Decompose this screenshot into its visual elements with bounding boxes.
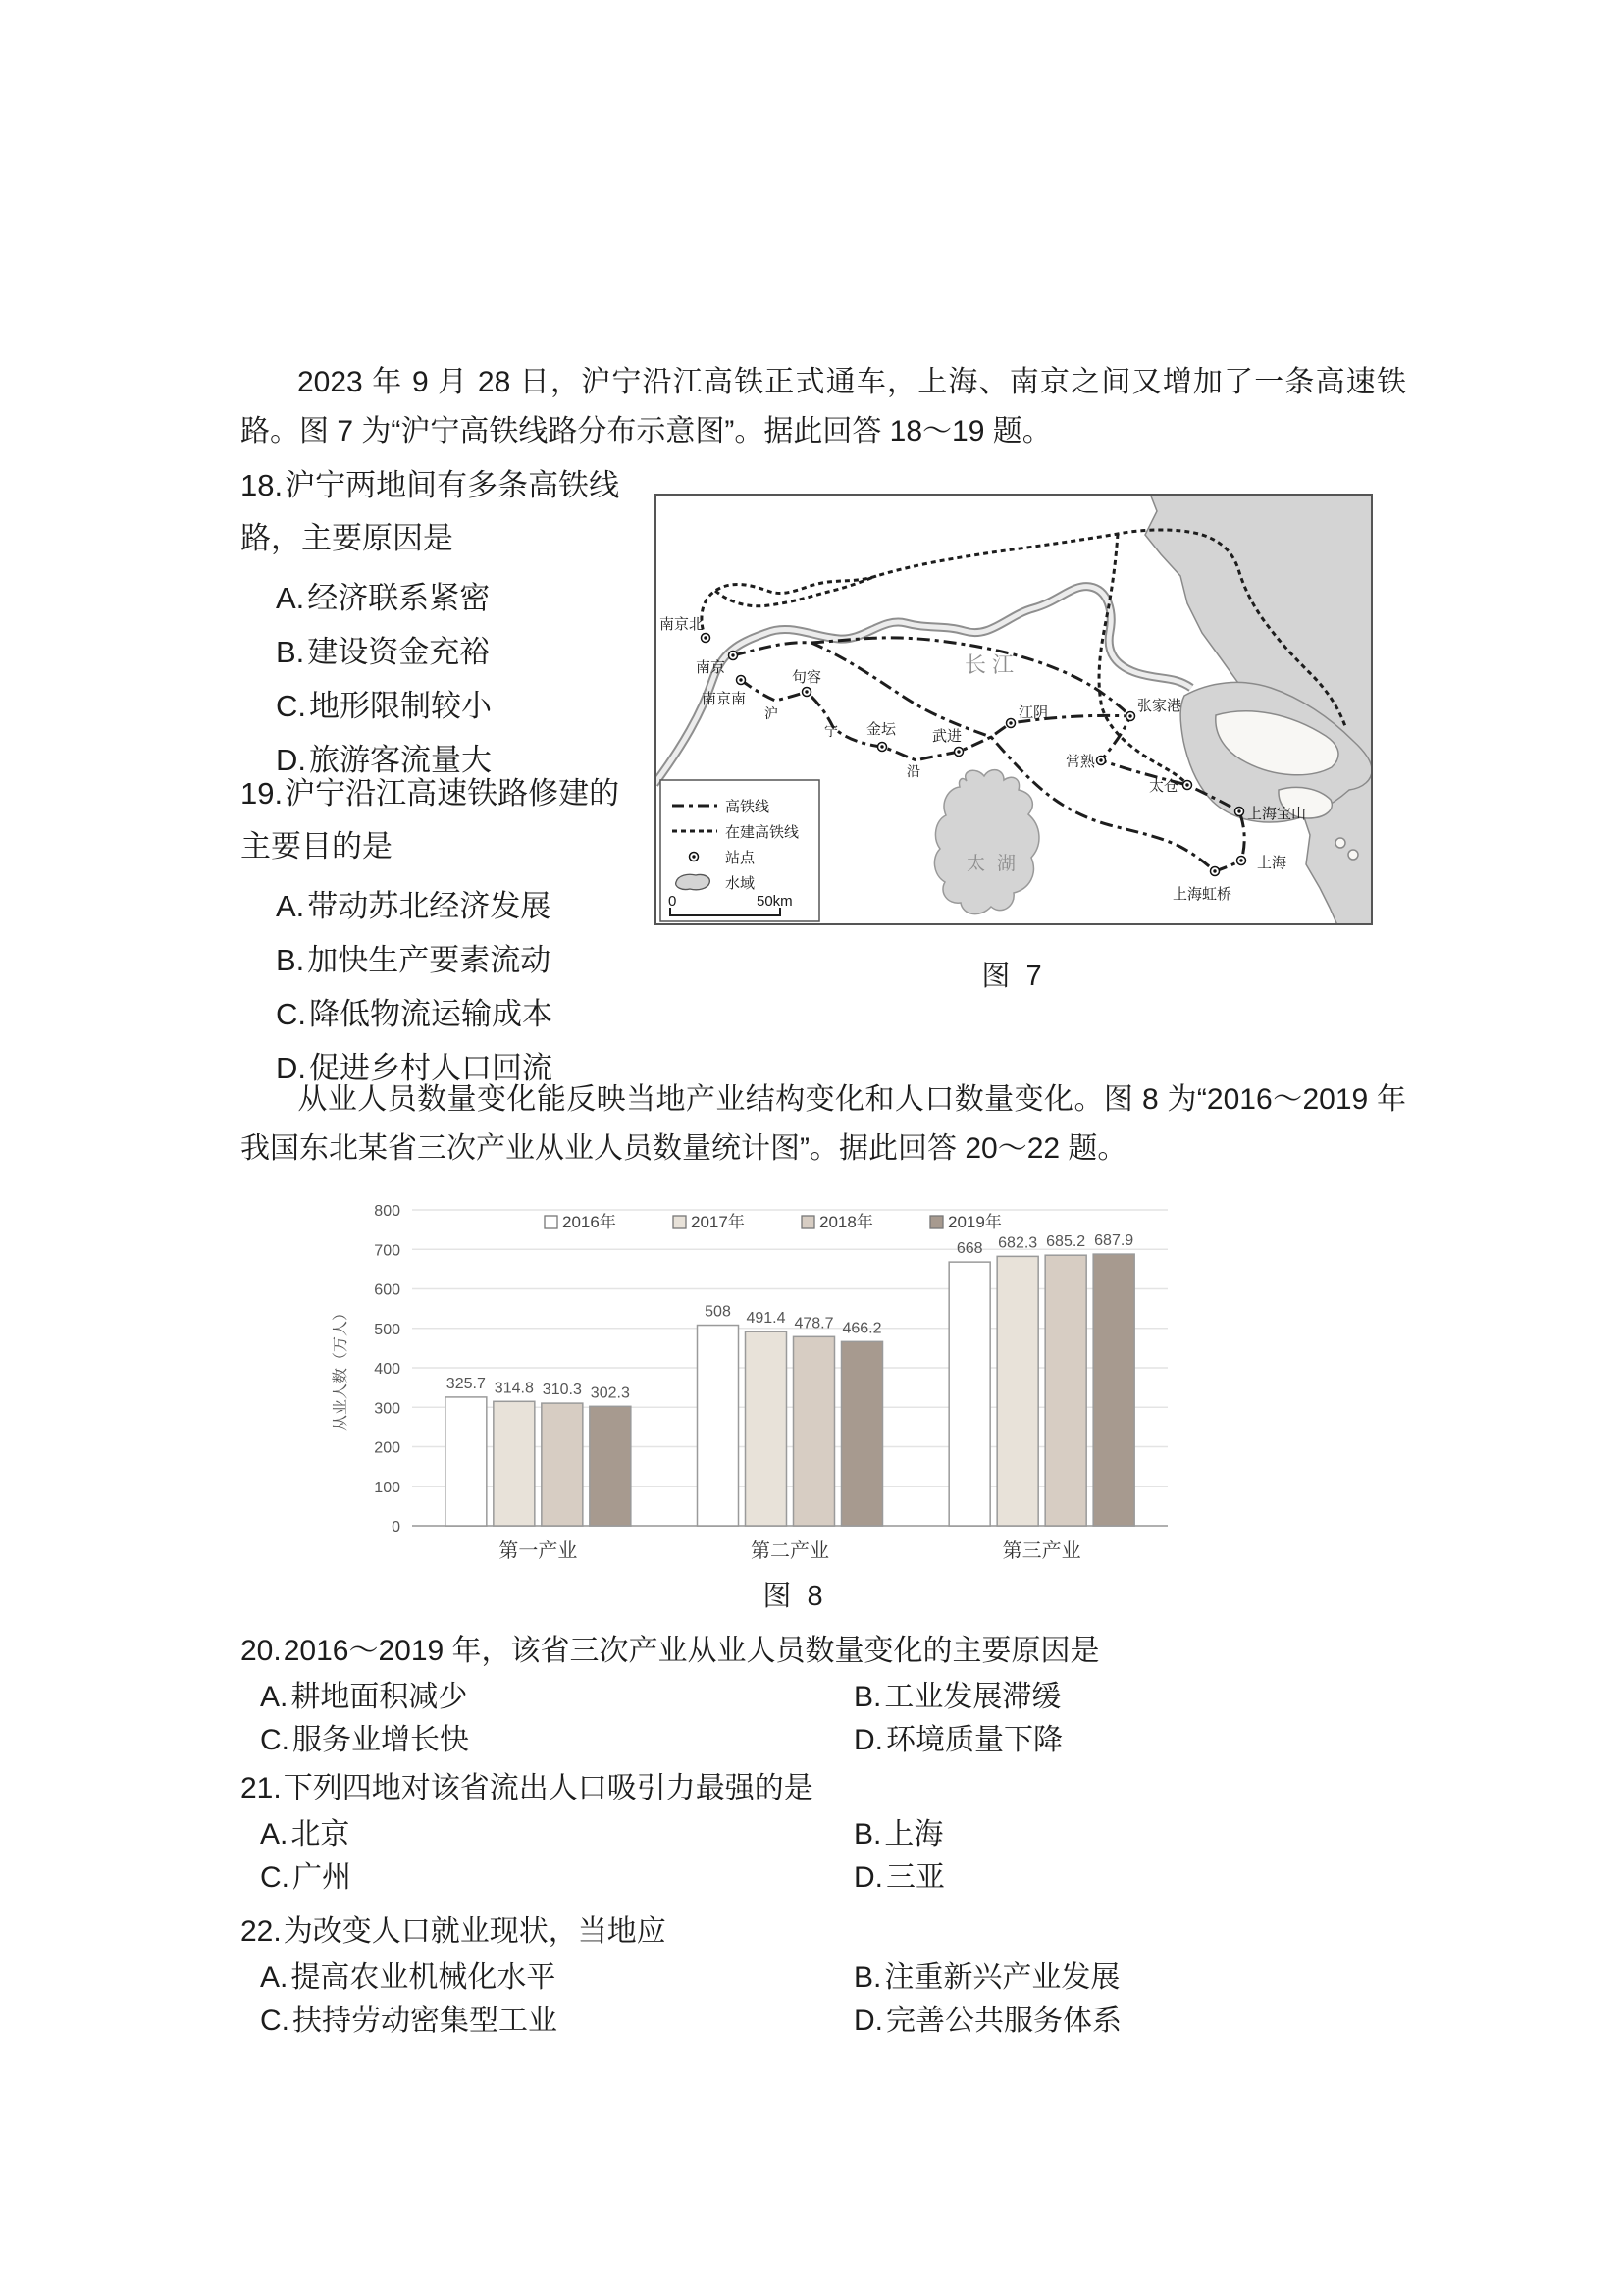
option-text: 带动苏北经济发展 — [307, 889, 551, 923]
station-dot — [737, 676, 746, 685]
bar-value-label: 682.3 — [998, 1234, 1038, 1252]
option-label: D. — [276, 743, 306, 777]
station-label: 常熟 — [1066, 754, 1096, 770]
question-21-stem — [240, 1766, 1418, 1811]
legend-series-label: 2019年 — [948, 1213, 1002, 1231]
option-label: B. — [854, 1681, 882, 1713]
station-label: 上海 — [1257, 855, 1287, 871]
bar-value-label: 668 — [956, 1240, 983, 1258]
scale-start-label: 0 — [668, 893, 677, 910]
option-label: B. — [854, 1961, 882, 1994]
option-a — [240, 571, 643, 625]
intro-paragraph-1-text: 2023 年 9 月 28 日，沪宁沿江高铁正式通车，上海、南京之间又增加了一条高速铁路。图 7 为“沪宁高铁线路分布示意图”。据此回答 18～19 题。 — [240, 366, 1406, 447]
scale-end-label: 50km — [757, 893, 793, 910]
bar — [949, 1262, 990, 1526]
option-d — [834, 1856, 1418, 1900]
svg-text:200: 200 — [374, 1439, 400, 1457]
option-label: A. — [276, 889, 305, 923]
station-label: 江阴 — [1019, 704, 1049, 721]
bar-value-label: 491.4 — [746, 1310, 786, 1328]
svg-text:300: 300 — [374, 1400, 400, 1418]
option-c — [240, 987, 643, 1041]
question-19-options — [240, 879, 643, 1095]
station-dot — [1126, 712, 1135, 721]
question-number: 20. — [240, 1635, 282, 1667]
question-21 — [240, 1766, 1418, 1900]
category-label: 第二产业 — [751, 1540, 829, 1562]
option-text: 环境质量下降 — [886, 1724, 1063, 1756]
bar — [997, 1256, 1038, 1526]
bar — [746, 1331, 787, 1526]
station-dot — [1237, 857, 1246, 865]
legend-swatch — [802, 1216, 814, 1228]
option-text: 广州 — [292, 1861, 351, 1894]
question-21-options — [240, 1813, 1418, 1900]
figure-7-railway-map — [654, 494, 1373, 925]
bar — [1045, 1255, 1086, 1526]
legend-swatch — [673, 1216, 686, 1228]
option-text: 提高农业机械化水平 — [290, 1961, 556, 1994]
legend-series-label: 2017年 — [691, 1213, 745, 1231]
option-text: 上海 — [884, 1818, 944, 1851]
yangtze-river-label: 长江 — [965, 652, 1021, 677]
bar-value-label: 302.3 — [590, 1384, 630, 1402]
bar — [794, 1336, 835, 1526]
map-legend — [660, 780, 819, 921]
figure-8-bar-chart — [324, 1192, 1178, 1580]
option-c — [240, 679, 643, 733]
station-label: 上海宝山 — [1247, 806, 1307, 822]
option-text: 完善公共服务体系 — [886, 2005, 1122, 2037]
question-number: 22. — [240, 1915, 282, 1948]
question-18-options — [240, 571, 643, 787]
islet-2 — [1348, 850, 1358, 860]
station-label: 金坛 — [866, 721, 897, 738]
option-label: C. — [260, 2005, 289, 2037]
station-label: 张家港 — [1137, 698, 1182, 714]
question-number: 21. — [240, 1772, 282, 1804]
bar-value-label: 314.8 — [494, 1380, 534, 1397]
svg-text:500: 500 — [374, 1321, 400, 1338]
option-label: D. — [854, 2005, 883, 2037]
option-label: A. — [276, 581, 305, 615]
bar-value-label: 310.3 — [542, 1382, 582, 1399]
option-label: C. — [260, 1861, 289, 1894]
option-text: 注重新兴产业发展 — [884, 1961, 1121, 1994]
question-20-stem — [240, 1629, 1418, 1674]
option-text: 工业发展滞缓 — [884, 1681, 1062, 1713]
station-dot — [1097, 757, 1106, 765]
question-text: 沪宁两地间有多条高铁线路，主要原因是 — [240, 468, 620, 555]
legend-station-label: 站点 — [725, 850, 756, 866]
option-text: 降低物流运输成本 — [309, 997, 552, 1031]
figure-8-caption: 图 8 — [762, 1581, 827, 1612]
option-text: 促进乡村人口回流 — [309, 1051, 552, 1085]
station-dot — [955, 748, 964, 757]
option-a — [240, 1813, 834, 1856]
option-label: D. — [854, 1724, 883, 1756]
bar — [1093, 1254, 1134, 1526]
option-b — [834, 1676, 1418, 1719]
svg-text:800: 800 — [374, 1203, 400, 1220]
route-char: 沪 — [764, 705, 778, 721]
question-19-stem — [240, 767, 643, 873]
legend-swatch — [545, 1216, 557, 1228]
station-dot — [1007, 719, 1016, 728]
question-22 — [240, 1909, 1418, 2043]
legend-swatch — [930, 1216, 943, 1228]
bar-value-label: 466.2 — [842, 1320, 882, 1337]
option-text: 北京 — [290, 1818, 350, 1851]
intro-paragraph-2-text: 从业人员数量变化能反映当地产业结构变化和人口数量变化。图 8 为“2016～2019 年我国东北某省三次产业从业人员数量统计图”。据此回答 20～22 题。 — [240, 1083, 1406, 1165]
station-dot — [702, 634, 710, 643]
chart-bars — [445, 1232, 1134, 1562]
islet-1 — [1335, 838, 1345, 848]
chart-legend — [545, 1212, 1002, 1231]
tai-lake — [934, 770, 1039, 914]
bar — [445, 1397, 487, 1526]
station-label: 南京 — [696, 659, 726, 676]
question-20-options — [240, 1676, 1418, 1762]
option-label: C. — [276, 689, 306, 723]
bar — [698, 1326, 739, 1526]
category-label: 第一产业 — [498, 1540, 578, 1562]
category-label: 第三产业 — [1002, 1540, 1081, 1562]
svg-text:700: 700 — [374, 1242, 400, 1260]
station-label: 武进 — [932, 728, 963, 745]
option-d — [834, 1719, 1418, 1762]
option-text: 地形限制较小 — [309, 689, 492, 723]
question-text: 为改变人口就业现状，当地应 — [283, 1915, 666, 1948]
option-text: 旅游客流量大 — [309, 743, 492, 777]
bar-value-label: 687.9 — [1094, 1232, 1134, 1250]
bar — [842, 1341, 883, 1526]
yangtze-river-fill — [654, 587, 1191, 784]
option-label: B. — [276, 943, 305, 977]
bar-value-label: 325.7 — [445, 1375, 486, 1392]
option-b — [834, 1813, 1418, 1856]
legend-station-sample — [690, 853, 699, 861]
station-dot — [1211, 867, 1220, 876]
station-label: 句容 — [792, 669, 822, 686]
option-c — [240, 1719, 834, 1762]
option-d — [834, 2000, 1418, 2043]
svg-text:400: 400 — [374, 1361, 400, 1378]
bar-value-label: 685.2 — [1046, 1233, 1086, 1251]
option-c — [240, 2000, 834, 2043]
question-22-stem — [240, 1909, 1418, 1955]
station-label: 上海虹桥 — [1173, 886, 1232, 903]
tai-lake-label: 太湖 — [967, 854, 1028, 874]
option-label: A. — [260, 1681, 288, 1713]
option-label: C. — [260, 1724, 289, 1756]
figure-7-caption: 图 7 — [981, 961, 1046, 992]
bar — [542, 1403, 583, 1526]
bar — [590, 1406, 631, 1526]
option-label: A. — [260, 1818, 288, 1851]
legend-water-sample — [676, 874, 710, 889]
station-dot — [803, 688, 812, 697]
option-a — [240, 1676, 834, 1719]
bar-value-label: 508 — [705, 1303, 731, 1321]
option-label: B. — [276, 635, 305, 669]
svg-text:600: 600 — [374, 1281, 400, 1299]
question-20 — [240, 1629, 1418, 1762]
option-text: 建设资金充裕 — [307, 635, 491, 669]
option-label: D. — [854, 1861, 883, 1894]
option-label: C. — [276, 997, 306, 1031]
svg-text:0: 0 — [392, 1519, 400, 1536]
svg-text:100: 100 — [374, 1479, 400, 1496]
station-dot — [729, 652, 738, 660]
bar-value-label: 478.7 — [794, 1315, 834, 1332]
bar — [494, 1401, 535, 1526]
question-18 — [240, 459, 643, 787]
legend-construction-label: 在建高铁线 — [725, 824, 800, 841]
intro-paragraph-1 — [240, 358, 1406, 456]
station-dot — [1183, 781, 1192, 790]
station-dot — [878, 743, 887, 752]
option-c — [240, 1856, 834, 1900]
question-number: 19. — [240, 776, 284, 810]
station-label: 太仓 — [1149, 778, 1179, 795]
route-char: 沿 — [907, 763, 920, 779]
station-label: 南京北 — [659, 616, 705, 633]
option-text: 服务业增长快 — [292, 1724, 469, 1756]
station-dot — [1235, 808, 1244, 816]
chart-y-ticks — [374, 1203, 400, 1536]
option-a — [240, 879, 643, 933]
option-a — [240, 1957, 834, 2000]
chart-y-axis-label: 从业人数（万人） — [333, 1304, 349, 1432]
legend-water-label: 水域 — [725, 875, 756, 892]
question-19 — [240, 767, 643, 1095]
option-b — [240, 625, 643, 679]
question-text: 下列四地对该省流出人口吸引力最强的是 — [283, 1772, 813, 1804]
option-b — [834, 1957, 1418, 2000]
question-text: 2016～2019 年，该省三次产业从业人员数量变化的主要原因是 — [283, 1635, 1100, 1667]
legend-hsr-label: 高铁线 — [725, 799, 770, 815]
option-label: B. — [854, 1818, 882, 1851]
legend-series-label: 2018年 — [819, 1213, 873, 1231]
legend-series-label: 2016年 — [562, 1213, 616, 1231]
station-label: 南京南 — [702, 691, 747, 707]
option-text: 耕地面积减少 — [290, 1681, 468, 1713]
option-text: 加快生产要素流动 — [307, 943, 551, 977]
question-text: 沪宁沿江高速铁路修建的主要目的是 — [240, 776, 620, 863]
option-text: 三亚 — [886, 1861, 945, 1894]
option-text: 经济联系紧密 — [307, 581, 491, 615]
option-label: D. — [276, 1051, 306, 1085]
intro-paragraph-2 — [240, 1075, 1406, 1174]
route-char: 宁 — [824, 723, 838, 739]
question-18-stem — [240, 459, 643, 565]
question-number: 18. — [240, 468, 284, 502]
option-b — [240, 933, 643, 987]
option-label: A. — [260, 1961, 288, 1994]
option-text: 扶持劳动密集型工业 — [292, 2005, 557, 2037]
question-22-options — [240, 1957, 1418, 2043]
